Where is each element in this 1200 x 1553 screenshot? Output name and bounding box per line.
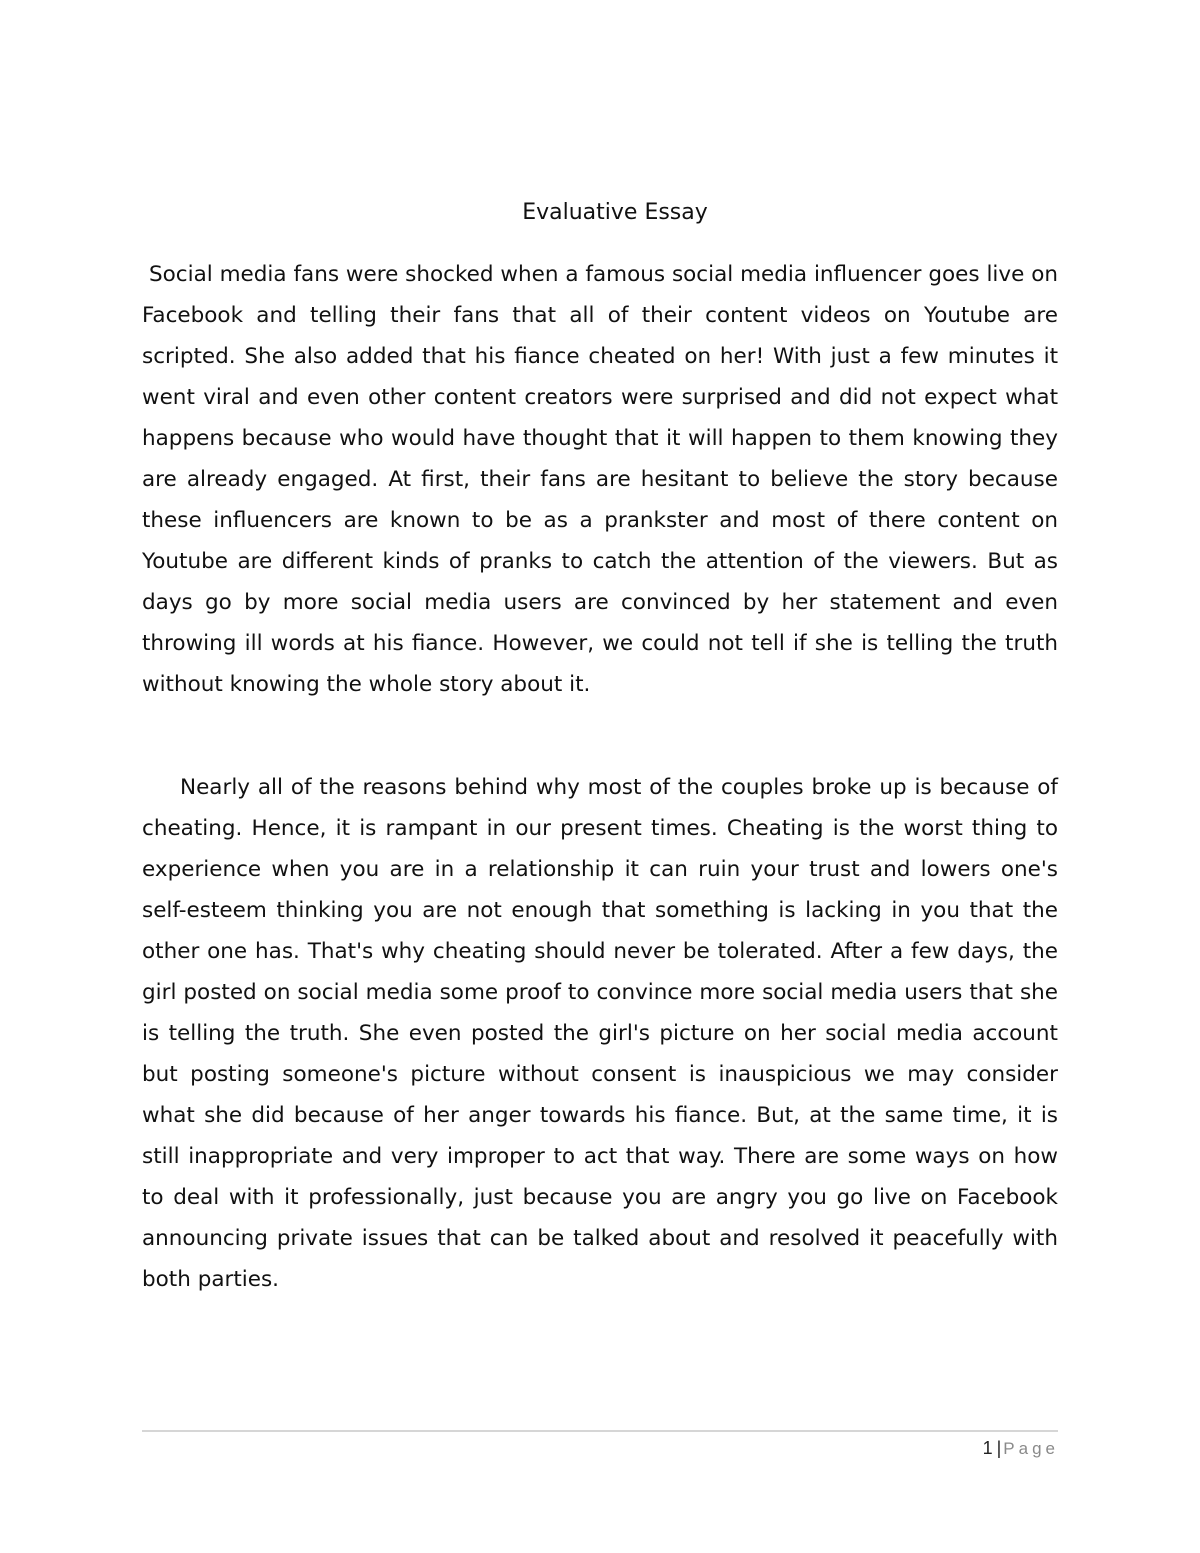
paragraph-1 [142,254,1058,705]
paragraph-2 [142,767,1058,1300]
paragraph-2-text: Nearly all of the reasons behind why most of the couples broke up is because of cheating. Hence, it is rampant in our present times. Cheating is the worst thing to experience when you are in a relationship it can ruin your trust and lowers one's self-esteem thinking you are not enough that something is lacking in you that the other one has. That's why cheating should never be tolerated. After a few days, the girl posted on social media some proof to convince more social media users that she is telling the truth. She even posted the girl's picture on her social media account but posting someone's picture without consent is inauspicious we may consider what she did because of her anger towards his fiance. But, at the same time, it is still inappropriate and very improper to act that way. There are some ways on how to deal with it professionally, just because you are angry you go live on Facebook announcing private issues that can be talked about and resolved it peacefully with both parties. [142,775,1058,1292]
page-label: Page [1003,1439,1059,1458]
footer-separator: | [996,1438,1002,1458]
footer-divider [142,1430,1058,1432]
document-title: Evaluative Essay [522,200,708,225]
page-footer [983,1436,1059,1461]
paragraph-1-text: Social media fans were shocked when a famous social media influencer goes live on Facebook and telling their fans that all of their content videos on Youtube are scripted. She also added that his fiance cheated on her! With just a few minutes it went viral and even other content creators were surprised and did not expect what happens because who would have thought that it will happen to them knowing they are already engaged. At first, their fans are hesitant to believe the story because these influencers are known to be as a prankster and most of there content on Youtube are different kinds of pranks to catch the attention of the viewers. But as days go by more social media users are convinced by her statement and even throwing ill words at his fiance. However, we could not tell if she is telling the truth without knowing the whole story about it. [142,262,1058,697]
page-number: 1 [982,1438,993,1458]
